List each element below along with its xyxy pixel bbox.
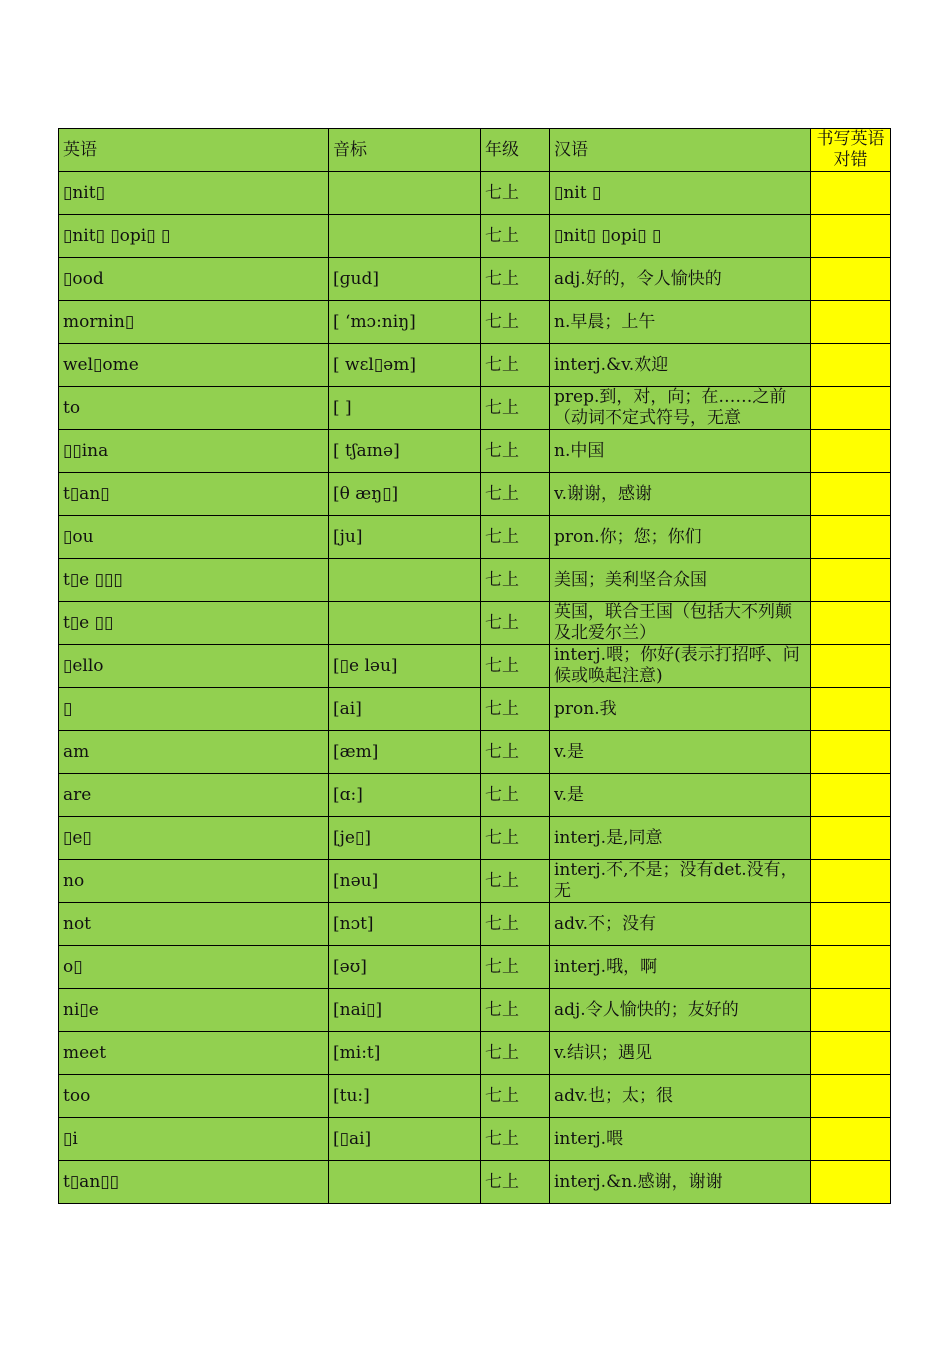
cell-check[interactable] (811, 946, 891, 989)
table-row (59, 731, 891, 774)
cell-grade: 七上 (481, 344, 550, 387)
cell-grade: 七上 (481, 1118, 550, 1161)
cell-english: not (59, 903, 329, 946)
cell-check[interactable] (811, 731, 891, 774)
cell-grade: 七上 (481, 602, 550, 645)
cell-phonetic: [▯e ləu] (329, 645, 481, 688)
header-check: 书写英语对错 (811, 129, 891, 172)
cell-chinese: ▯nit ▯ (550, 172, 811, 215)
cell-english: ni▯e (59, 989, 329, 1032)
cell-phonetic: [▯ai] (329, 1118, 481, 1161)
cell-check[interactable] (811, 258, 891, 301)
table-row (59, 817, 891, 860)
cell-english: mornin▯ (59, 301, 329, 344)
cell-english: no (59, 860, 329, 903)
cell-grade: 七上 (481, 731, 550, 774)
cell-check[interactable] (811, 430, 891, 473)
cell-chinese: adv.不；没有 (550, 903, 811, 946)
table-row (59, 774, 891, 817)
cell-chinese: adv.也；太；很 (550, 1075, 811, 1118)
cell-grade: 七上 (481, 1032, 550, 1075)
cell-phonetic: [ɡud] (329, 258, 481, 301)
cell-chinese: v.是 (550, 774, 811, 817)
cell-english: t▯an▯ (59, 473, 329, 516)
cell-english: ▯e▯ (59, 817, 329, 860)
header-grade: 年级 (481, 129, 550, 172)
cell-phonetic: [ɑ:] (329, 774, 481, 817)
cell-grade: 七上 (481, 688, 550, 731)
cell-phonetic (329, 602, 481, 645)
cell-english: t▯an▯▯ (59, 1161, 329, 1204)
cell-check[interactable] (811, 817, 891, 860)
cell-english: ▯nit▯ (59, 172, 329, 215)
cell-grade: 七上 (481, 516, 550, 559)
cell-grade: 七上 (481, 989, 550, 1032)
cell-phonetic: [æm] (329, 731, 481, 774)
cell-chinese: v.是 (550, 731, 811, 774)
table-row (59, 258, 891, 301)
cell-grade: 七上 (481, 430, 550, 473)
table-row (59, 1032, 891, 1075)
cell-english: ▯ou (59, 516, 329, 559)
cell-check[interactable] (811, 559, 891, 602)
cell-chinese: 美国；美利坚合众国 (550, 559, 811, 602)
header-phonetic: 音标 (329, 129, 481, 172)
table-row (59, 215, 891, 258)
cell-phonetic (329, 172, 481, 215)
cell-grade: 七上 (481, 903, 550, 946)
cell-english: too (59, 1075, 329, 1118)
cell-check[interactable] (811, 774, 891, 817)
cell-grade: 七上 (481, 817, 550, 860)
table-row (59, 516, 891, 559)
cell-check[interactable] (811, 1032, 891, 1075)
table-row (59, 946, 891, 989)
cell-english: o▯ (59, 946, 329, 989)
cell-chinese: n.中国 (550, 430, 811, 473)
cell-phonetic: [mi:t] (329, 1032, 481, 1075)
cell-check[interactable] (811, 387, 891, 430)
cell-check[interactable] (811, 516, 891, 559)
table-row (59, 344, 891, 387)
cell-grade: 七上 (481, 559, 550, 602)
cell-check[interactable] (811, 602, 891, 645)
cell-phonetic (329, 1161, 481, 1204)
cell-chinese: adj.好的，令人愉快的 (550, 258, 811, 301)
cell-check[interactable] (811, 344, 891, 387)
cell-grade: 七上 (481, 774, 550, 817)
cell-chinese: 英国，联合王国（包括大不列颠及北爱尔兰） (550, 602, 811, 645)
cell-grade: 七上 (481, 946, 550, 989)
table-body (59, 172, 891, 1204)
cell-grade: 七上 (481, 301, 550, 344)
cell-chinese: interj.喂；你好(表示打招呼、问候或唤起注意) (550, 645, 811, 688)
table-row (59, 1161, 891, 1204)
cell-phonetic: [əʊ] (329, 946, 481, 989)
cell-check[interactable] (811, 215, 891, 258)
cell-chinese: v.结识；遇见 (550, 1032, 811, 1075)
cell-check[interactable] (811, 645, 891, 688)
cell-check[interactable] (811, 301, 891, 344)
cell-check[interactable] (811, 688, 891, 731)
cell-phonetic: [ tʃaɪnə] (329, 430, 481, 473)
cell-check[interactable] (811, 903, 891, 946)
cell-english: to (59, 387, 329, 430)
cell-grade: 七上 (481, 473, 550, 516)
cell-phonetic: [nɔt] (329, 903, 481, 946)
cell-phonetic: [ ‘mɔ:niŋ] (329, 301, 481, 344)
cell-english: ▯▯ina (59, 430, 329, 473)
cell-chinese: pron.我 (550, 688, 811, 731)
cell-phonetic: [ai] (329, 688, 481, 731)
header-english: 英语 (59, 129, 329, 172)
cell-check[interactable] (811, 1075, 891, 1118)
cell-english: am (59, 731, 329, 774)
cell-grade: 七上 (481, 172, 550, 215)
cell-chinese: interj.&v.欢迎 (550, 344, 811, 387)
cell-phonetic (329, 215, 481, 258)
cell-check[interactable] (811, 860, 891, 903)
cell-chinese: n.早晨；上午 (550, 301, 811, 344)
cell-chinese: prep.到，对，向；在……之前 （动词不定式符号，无意 (550, 387, 811, 430)
cell-phonetic: [tu:] (329, 1075, 481, 1118)
cell-phonetic: [nai▯] (329, 989, 481, 1032)
cell-english: ▯ello (59, 645, 329, 688)
cell-chinese: interj.是,同意 (550, 817, 811, 860)
cell-grade: 七上 (481, 860, 550, 903)
cell-phonetic: [θ æŋ▯] (329, 473, 481, 516)
table-row (59, 387, 891, 430)
table-row (59, 301, 891, 344)
table-row (59, 430, 891, 473)
cell-english: meet (59, 1032, 329, 1075)
cell-phonetic: [ju] (329, 516, 481, 559)
table-row (59, 1075, 891, 1118)
cell-check[interactable] (811, 473, 891, 516)
cell-phonetic: [je▯] (329, 817, 481, 860)
cell-phonetic: [ ] (329, 387, 481, 430)
table-row (59, 688, 891, 731)
cell-check[interactable] (811, 172, 891, 215)
table-row (59, 559, 891, 602)
cell-english: are (59, 774, 329, 817)
table-row (59, 645, 891, 688)
cell-english: ▯i (59, 1118, 329, 1161)
cell-grade: 七上 (481, 215, 550, 258)
cell-grade: 七上 (481, 1161, 550, 1204)
cell-grade: 七上 (481, 645, 550, 688)
cell-english: t▯e ▯▯▯ (59, 559, 329, 602)
table-row (59, 903, 891, 946)
vocabulary-table (58, 128, 891, 1204)
cell-english: ▯ood (59, 258, 329, 301)
cell-chinese: interj.&n.感谢，谢谢 (550, 1161, 811, 1204)
cell-check[interactable] (811, 1118, 891, 1161)
cell-english: t▯e ▯▯ (59, 602, 329, 645)
cell-chinese: v.谢谢，感谢 (550, 473, 811, 516)
cell-phonetic: [ wɛl▯əm] (329, 344, 481, 387)
cell-grade: 七上 (481, 258, 550, 301)
table-row (59, 172, 891, 215)
cell-english: wel▯ome (59, 344, 329, 387)
cell-chinese: ▯nit▯ ▯opi▯ ▯ (550, 215, 811, 258)
table-row (59, 989, 891, 1032)
cell-grade: 七上 (481, 1075, 550, 1118)
table-row (59, 473, 891, 516)
header-row (59, 129, 891, 172)
cell-chinese: interj.哦，啊 (550, 946, 811, 989)
table-row (59, 1118, 891, 1161)
table-row (59, 860, 891, 903)
cell-chinese: pron.你；您；你们 (550, 516, 811, 559)
cell-chinese: interj.喂 (550, 1118, 811, 1161)
cell-check[interactable] (811, 1161, 891, 1204)
cell-check[interactable] (811, 989, 891, 1032)
cell-chinese: interj.不,不是；没有det.没有，无 (550, 860, 811, 903)
cell-english: ▯nit▯ ▯opi▯ ▯ (59, 215, 329, 258)
cell-phonetic: [nəu] (329, 860, 481, 903)
cell-grade: 七上 (481, 387, 550, 430)
cell-phonetic (329, 559, 481, 602)
header-chinese: 汉语 (550, 129, 811, 172)
cell-english: ▯ (59, 688, 329, 731)
table-row (59, 602, 891, 645)
cell-chinese: adj.令人愉快的；友好的 (550, 989, 811, 1032)
